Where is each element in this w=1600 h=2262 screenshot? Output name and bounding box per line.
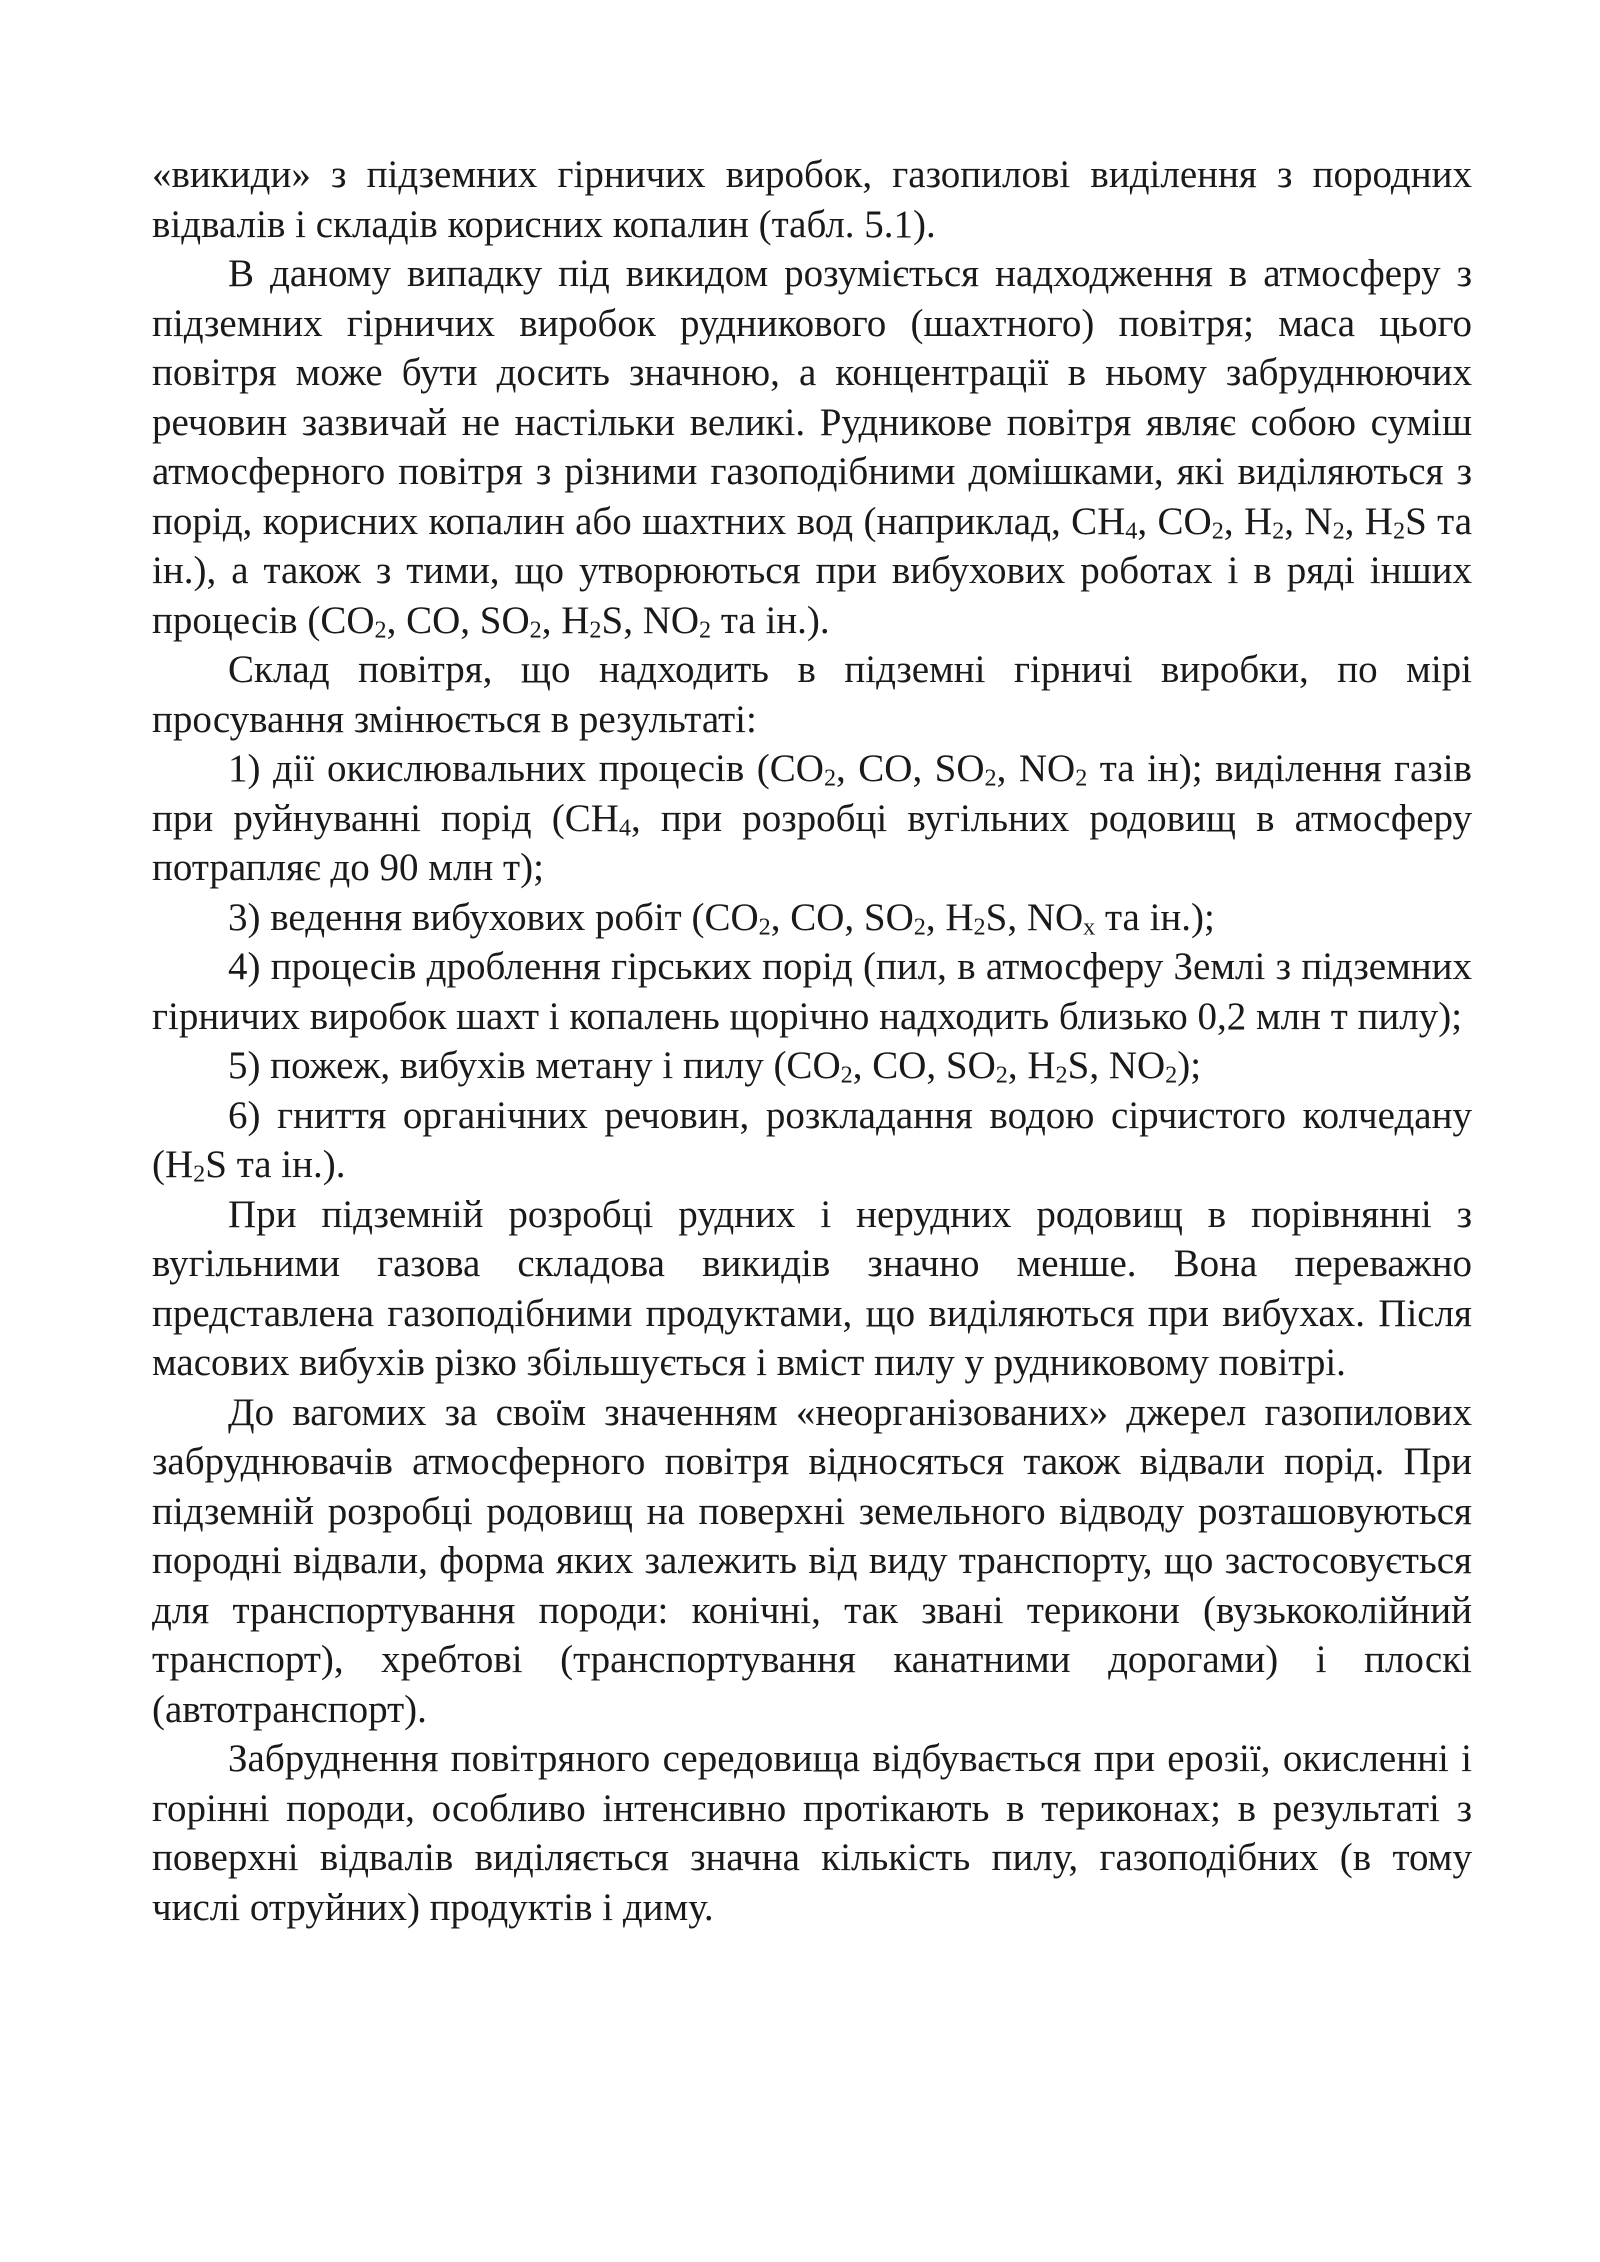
text-run: 1) дії окислювальних процесів (CO [228, 747, 824, 790]
subscript: 2 [1332, 516, 1345, 544]
text-run: , при розробці вугільних родовищ в атмосферу потрапляє до 90 млн т); [152, 796, 1472, 889]
text-run: , H [541, 598, 590, 642]
text-run: В даному випадку під викидом розуміється надходження в атмосферу з підземних гірничих виробок рудникового (шахтного) повітря; маса цього повітря може бути досить значною, а концентрації в ньому забруднюючих речовин зазвичай не настільки великі. Рудникове повітря являє собою суміш атмосферного повітря з різними газоподібними домішками, які виділяються з порід, корисних копалин або шахтних вод (наприклад, CH [152, 252, 1472, 543]
text-run: Забруднення повітряного середовища відбувається при ерозії, окисленні і горінні породи, особливо інтенсивно протікають в териконах; в результаті з поверхні відвалів виділяється значна кількість пилу, газоподібних (в тому числі отруйних) продуктів і диму. [152, 1737, 1472, 1929]
text-run: , CO, SO [770, 895, 914, 939]
subscript: 2 [995, 1061, 1008, 1089]
text-run: , H [1223, 499, 1273, 543]
subscript: 2 [913, 912, 926, 940]
text-run: S, NO [1067, 1044, 1166, 1087]
subscript: 2 [529, 615, 542, 643]
paragraph [152, 1734, 1472, 1932]
subscript: 2 [823, 764, 837, 792]
text-run: «викиди» з підземних гірничих виробок, газопилові виділення з породних відвалів і складів корисних копалин (табл. 5.1). [152, 153, 1472, 246]
subscript: 4 [618, 813, 631, 841]
paragraph [152, 744, 1472, 893]
subscript: 2 [1211, 516, 1224, 544]
text-run: та ін.); [1095, 895, 1215, 939]
paragraph [152, 645, 1472, 744]
subscript: 2 [699, 615, 712, 643]
text-run: При підземній розробці рудних і нерудних родовищ в порівнянні з вугільними газова складова викидів значно менше. Вона переважно представлена газоподібними продуктами, що виділяються при вибухах. Після масових вибухів різко збільшується і вміст пилу у рудниковому повітрі. [152, 1192, 1472, 1384]
subscript: 2 [840, 1061, 853, 1089]
subscript: 2 [193, 1160, 206, 1188]
text-run: , NO [996, 747, 1076, 790]
paragraph [152, 942, 1472, 1041]
subscript: 2 [1075, 764, 1088, 792]
text-run: , H [1007, 1044, 1056, 1087]
subscript: 2 [1165, 1061, 1178, 1089]
text-run: S та ін.). [205, 1143, 346, 1186]
text-run: та ін); виділення газів при руйнуванні порід (CH [152, 747, 1472, 840]
subscript: 2 [374, 615, 387, 643]
text-run: Склад повітря, що надходить в підземні гірничі виробки, по мірі просування змінюється в результаті: [152, 648, 1472, 741]
paragraph [152, 1190, 1472, 1388]
text-run: , CO, SO [836, 747, 985, 790]
text-run: S, NO [601, 598, 700, 642]
subscript: 2 [1272, 516, 1285, 544]
document-page [152, 150, 1472, 1932]
text-run: S, NO [985, 895, 1084, 939]
text-run: , N [1284, 499, 1333, 543]
subscript: 4 [1125, 516, 1138, 544]
paragraph [152, 249, 1472, 645]
text-run: та ін.). [711, 598, 830, 642]
text-run: 3) ведення вибухових робіт (CO [228, 895, 759, 939]
paragraph [152, 1091, 1472, 1190]
text-run: ); [1177, 1044, 1202, 1087]
text-run: , CO [1137, 499, 1212, 543]
paragraph [152, 1041, 1472, 1091]
subscript: 2 [1392, 516, 1406, 544]
subscript: x [1083, 912, 1096, 940]
text-run: 5) пожеж, вибухів метану і пилу (CO [228, 1044, 841, 1087]
text-run: , CO, SO [386, 598, 530, 642]
text-run: , H [925, 895, 974, 939]
paragraph [152, 1388, 1472, 1735]
subscript: 2 [589, 615, 602, 643]
subscript: 2 [973, 912, 986, 940]
paragraph [152, 150, 1472, 249]
subscript: 2 [984, 764, 997, 792]
text-run: 6) гниття органічних речовин, розкладання водою сірчистого колчедану (H [152, 1093, 1472, 1186]
subscript: 2 [758, 912, 771, 940]
subscript: 2 [1055, 1061, 1068, 1089]
text-run: S та ін.), а також з тими, що утворюються при вибухових роботах і в ряді інших процесів (CO [152, 499, 1473, 642]
text-run: 4) процесів дроблення гірських порід (пил, в атмосферу Землі з підземних гірничих виробок шахт і копалень щорічно надходить близько 0,2 млн т пилу); [152, 945, 1472, 1038]
text-run: До вагомих за своїм значенням «неорганізованих» джерел газопилових забруднювачів атмосферного повітря відносяться також відвали порід. При підземній розробці родовищ на поверхні земельного відводу розташовуються породні відвали, форма яких залежить від виду транспорту, що застосовується для транспортування породи: конічні, так звані терикони (вузькоколійний транспорт), хребтові (транспортування канатними дорогами) і плоскі (автотранспорт). [152, 1390, 1472, 1731]
text-run: , CO, SO [852, 1044, 996, 1087]
text-run: , H [1344, 499, 1393, 543]
paragraph [152, 893, 1472, 943]
